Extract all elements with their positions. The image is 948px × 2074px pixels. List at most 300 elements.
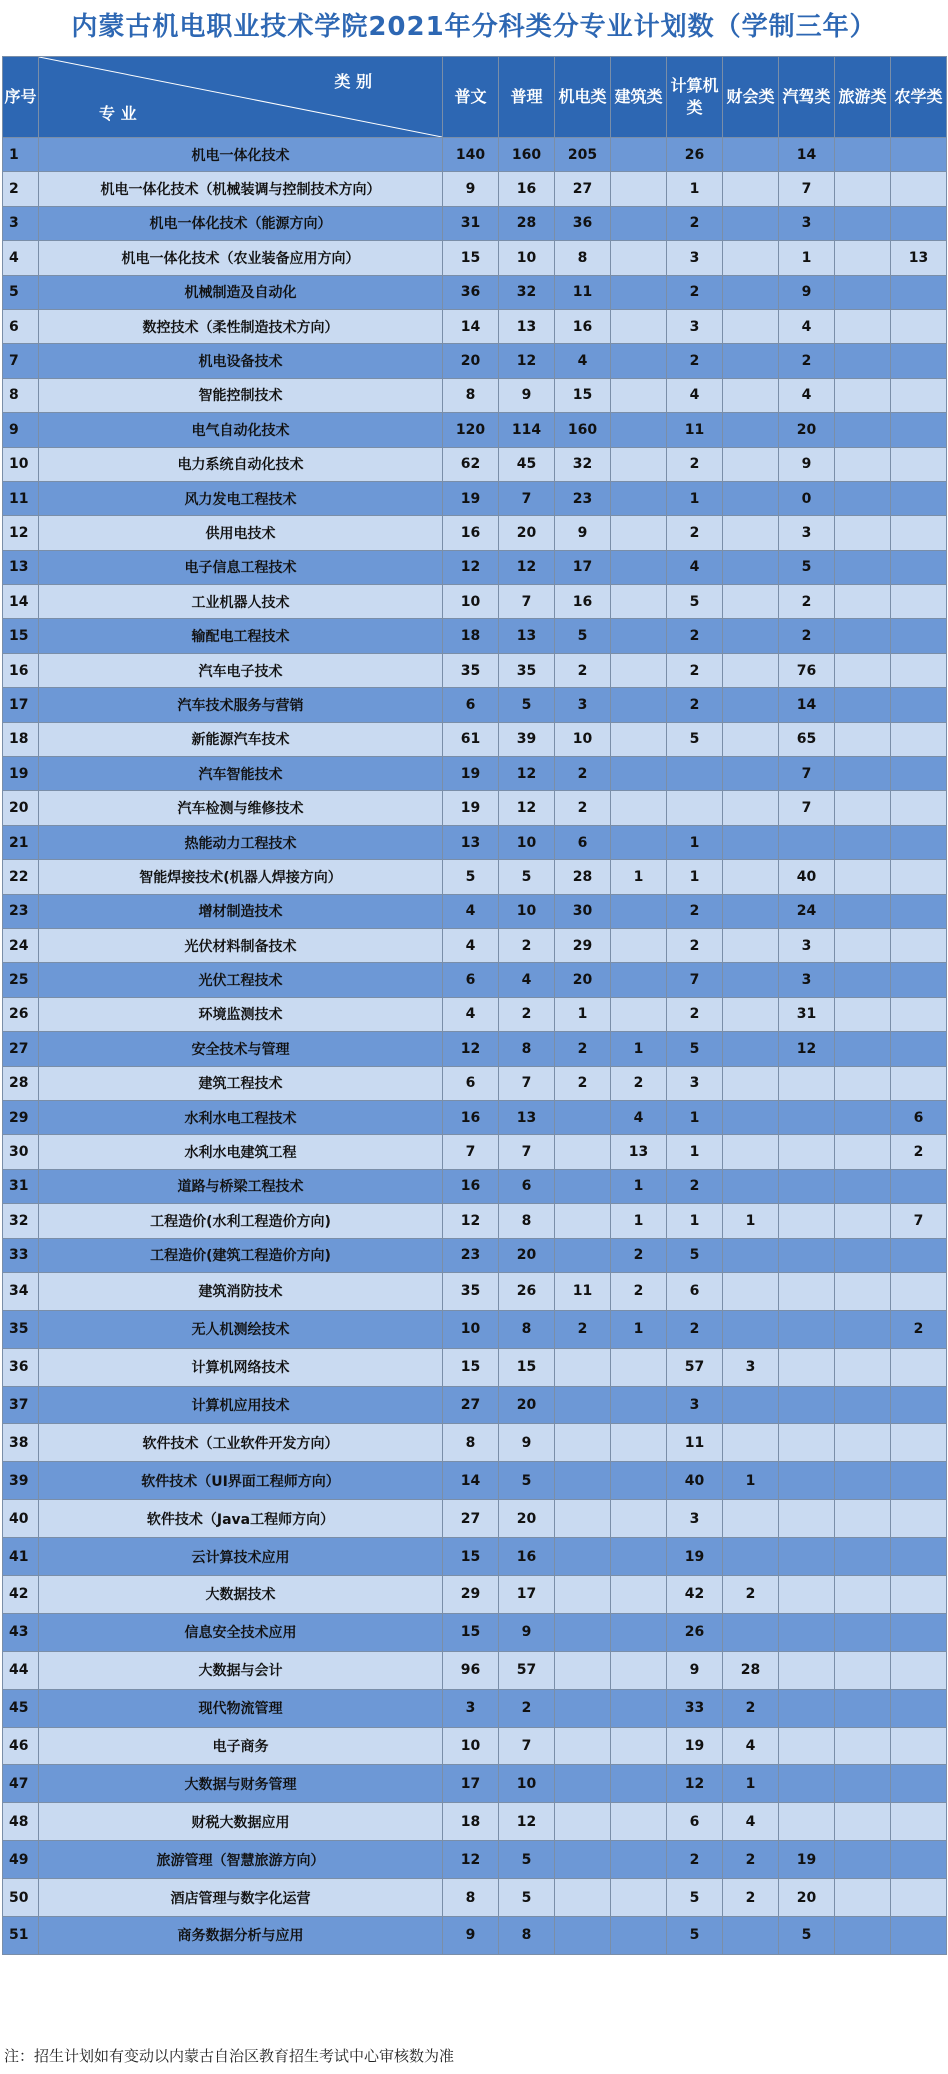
quota-cell <box>891 1272 947 1310</box>
row-index: 42 <box>3 1576 39 1614</box>
quota-cell <box>779 1204 835 1238</box>
major-name: 电气自动化技术 <box>39 413 443 447</box>
header-col-4: 计算机类 <box>667 57 723 138</box>
quota-cell: 16 <box>499 172 555 206</box>
row-index: 18 <box>3 722 39 756</box>
quota-cell: 9 <box>499 378 555 412</box>
quota-cell: 114 <box>499 413 555 447</box>
quota-cell: 11 <box>667 413 723 447</box>
quota-cell <box>555 1462 611 1500</box>
quota-cell: 9 <box>779 447 835 481</box>
quota-cell <box>779 1500 835 1538</box>
quota-cell <box>611 413 667 447</box>
quota-cell: 76 <box>779 653 835 687</box>
quota-cell: 2 <box>555 1310 611 1348</box>
major-name: 大数据与会计 <box>39 1651 443 1689</box>
quota-cell: 7 <box>499 1135 555 1169</box>
quota-cell <box>611 997 667 1031</box>
quota-cell <box>667 791 723 825</box>
major-name: 无人机测绘技术 <box>39 1310 443 1348</box>
major-name: 智能控制技术 <box>39 378 443 412</box>
quota-cell: 29 <box>555 928 611 962</box>
quota-cell: 10 <box>555 722 611 756</box>
quota-cell: 9 <box>555 516 611 550</box>
quota-cell: 16 <box>443 516 499 550</box>
quota-cell: 16 <box>443 1169 499 1203</box>
quota-cell: 1 <box>667 172 723 206</box>
quota-cell <box>555 1204 611 1238</box>
quota-cell <box>891 585 947 619</box>
quota-cell <box>555 1576 611 1614</box>
quota-cell <box>723 585 779 619</box>
quota-cell: 12 <box>667 1765 723 1803</box>
quota-cell: 8 <box>499 1032 555 1066</box>
quota-cell: 17 <box>443 1765 499 1803</box>
quota-cell <box>891 1500 947 1538</box>
row-index: 36 <box>3 1348 39 1386</box>
quota-cell <box>611 516 667 550</box>
table-row <box>3 1613 947 1651</box>
quota-cell: 4 <box>443 997 499 1031</box>
quota-cell <box>835 378 891 412</box>
quota-cell <box>835 1100 891 1134</box>
row-index: 23 <box>3 894 39 928</box>
quota-cell <box>555 1689 611 1727</box>
table-row <box>3 378 947 412</box>
quota-cell: 5 <box>499 1462 555 1500</box>
quota-cell <box>891 447 947 481</box>
quota-cell <box>611 688 667 722</box>
quota-cell <box>835 1386 891 1424</box>
quota-cell <box>723 1538 779 1576</box>
quota-cell: 19 <box>443 757 499 791</box>
diagonal-divider <box>39 57 442 137</box>
quota-cell <box>835 997 891 1031</box>
quota-cell: 11 <box>555 275 611 309</box>
quota-cell <box>779 1272 835 1310</box>
row-index: 20 <box>3 791 39 825</box>
quota-cell: 2 <box>667 1169 723 1203</box>
major-name: 机械制造及自动化 <box>39 275 443 309</box>
quota-cell: 3 <box>667 1066 723 1100</box>
quota-cell: 3 <box>555 688 611 722</box>
quota-cell <box>835 241 891 275</box>
quota-cell <box>611 1424 667 1462</box>
quota-cell <box>891 894 947 928</box>
table-row <box>3 1727 947 1765</box>
footnote: 注：招生计划如有变动以内蒙古自治区教育招生考试中心审核数为准 <box>4 2047 455 2065</box>
quota-cell <box>779 1613 835 1651</box>
quota-cell: 13 <box>611 1135 667 1169</box>
quota-cell: 3 <box>667 1386 723 1424</box>
table-row <box>3 791 947 825</box>
quota-cell <box>891 413 947 447</box>
quota-cell: 1 <box>723 1765 779 1803</box>
quota-cell <box>835 138 891 172</box>
quota-cell: 7 <box>779 791 835 825</box>
quota-cell: 15 <box>443 1538 499 1576</box>
quota-cell: 1 <box>611 1032 667 1066</box>
major-name: 工业机器人技术 <box>39 585 443 619</box>
quota-cell: 2 <box>667 894 723 928</box>
quota-cell: 5 <box>667 1879 723 1917</box>
quota-cell <box>667 757 723 791</box>
quota-cell <box>611 1462 667 1500</box>
quota-cell <box>779 1803 835 1841</box>
quota-cell <box>723 997 779 1031</box>
quota-cell <box>891 791 947 825</box>
table-row <box>3 1100 947 1134</box>
quota-cell <box>891 481 947 515</box>
quota-cell <box>723 963 779 997</box>
quota-cell <box>891 378 947 412</box>
quota-cell <box>611 1917 667 1955</box>
quota-cell <box>891 1841 947 1879</box>
quota-cell <box>891 1424 947 1462</box>
quota-cell: 7 <box>499 481 555 515</box>
quota-cell: 12 <box>779 1032 835 1066</box>
quota-cell: 1 <box>667 860 723 894</box>
quota-cell: 9 <box>443 172 499 206</box>
quota-cell: 20 <box>779 413 835 447</box>
quota-cell <box>611 1386 667 1424</box>
quota-cell <box>611 928 667 962</box>
major-name: 机电一体化技术（能源方向） <box>39 206 443 240</box>
quota-cell: 2 <box>667 447 723 481</box>
quota-cell: 120 <box>443 413 499 447</box>
quota-cell <box>835 585 891 619</box>
quota-cell: 7 <box>891 1204 947 1238</box>
quota-cell: 4 <box>723 1727 779 1765</box>
table-row <box>3 1238 947 1272</box>
table-row <box>3 1879 947 1917</box>
table-row <box>3 1576 947 1614</box>
quota-cell: 5 <box>667 722 723 756</box>
quota-cell: 1 <box>611 1204 667 1238</box>
quota-cell: 3 <box>779 206 835 240</box>
quota-cell: 205 <box>555 138 611 172</box>
quota-cell <box>779 1348 835 1386</box>
quota-cell: 32 <box>555 447 611 481</box>
quota-cell <box>723 860 779 894</box>
quota-cell: 2 <box>555 1066 611 1100</box>
quota-cell: 2 <box>555 757 611 791</box>
quota-cell: 16 <box>443 1100 499 1134</box>
quota-cell: 2 <box>667 344 723 378</box>
row-index: 40 <box>3 1500 39 1538</box>
quota-cell: 20 <box>499 516 555 550</box>
row-index: 46 <box>3 1727 39 1765</box>
major-name: 机电设备技术 <box>39 344 443 378</box>
quota-cell: 6 <box>499 1169 555 1203</box>
quota-cell <box>555 1238 611 1272</box>
quota-cell <box>835 1169 891 1203</box>
quota-cell: 15 <box>443 241 499 275</box>
quota-cell: 8 <box>499 1310 555 1348</box>
row-index: 34 <box>3 1272 39 1310</box>
quota-cell: 31 <box>443 206 499 240</box>
quota-cell <box>723 894 779 928</box>
quota-cell <box>555 1803 611 1841</box>
quota-cell: 36 <box>443 275 499 309</box>
quota-cell <box>611 309 667 343</box>
major-name: 机电一体化技术（农业装备应用方向） <box>39 241 443 275</box>
quota-cell <box>891 619 947 653</box>
row-index: 49 <box>3 1841 39 1879</box>
quota-cell: 1 <box>667 1100 723 1134</box>
quota-cell <box>611 1765 667 1803</box>
quota-cell <box>723 413 779 447</box>
quota-cell: 7 <box>443 1135 499 1169</box>
header-row <box>3 57 947 138</box>
major-name: 智能焊接技术(机器人焊接方向） <box>39 860 443 894</box>
quota-cell <box>555 1538 611 1576</box>
quota-cell: 2 <box>667 653 723 687</box>
quota-cell <box>611 138 667 172</box>
table-row <box>3 550 947 584</box>
quota-cell: 5 <box>667 1917 723 1955</box>
quota-cell: 2 <box>779 344 835 378</box>
quota-cell <box>891 1803 947 1841</box>
quota-cell <box>555 1613 611 1651</box>
major-name: 新能源汽车技术 <box>39 722 443 756</box>
quota-cell <box>835 928 891 962</box>
quota-cell: 40 <box>667 1462 723 1500</box>
quota-cell: 26 <box>667 138 723 172</box>
major-name: 环境监测技术 <box>39 997 443 1031</box>
quota-cell <box>779 1135 835 1169</box>
quota-cell <box>611 1803 667 1841</box>
quota-cell: 2 <box>499 997 555 1031</box>
quota-cell <box>611 619 667 653</box>
quota-cell <box>835 825 891 859</box>
quota-cell: 4 <box>667 378 723 412</box>
row-index: 6 <box>3 309 39 343</box>
quota-cell: 2 <box>611 1272 667 1310</box>
quota-cell <box>723 1272 779 1310</box>
quota-cell <box>891 1386 947 1424</box>
quota-cell: 10 <box>443 585 499 619</box>
quota-cell <box>723 1100 779 1134</box>
quota-cell <box>723 481 779 515</box>
table-row <box>3 1169 947 1203</box>
quota-cell: 20 <box>779 1879 835 1917</box>
quota-cell <box>891 1917 947 1955</box>
quota-cell: 2 <box>555 791 611 825</box>
major-name: 光伏材料制备技术 <box>39 928 443 962</box>
quota-cell: 28 <box>499 206 555 240</box>
quota-cell: 5 <box>443 860 499 894</box>
table-row <box>3 1689 947 1727</box>
row-index: 33 <box>3 1238 39 1272</box>
major-name: 工程造价(建筑工程造价方向) <box>39 1238 443 1272</box>
header-col-3: 建筑类 <box>611 57 667 138</box>
quota-cell <box>835 1803 891 1841</box>
table-row <box>3 1500 947 1538</box>
quota-cell <box>555 1135 611 1169</box>
quota-cell <box>891 1879 947 1917</box>
quota-cell <box>611 1841 667 1879</box>
quota-cell <box>723 309 779 343</box>
quota-cell: 20 <box>499 1238 555 1272</box>
quota-cell <box>611 653 667 687</box>
quota-cell: 2 <box>723 1689 779 1727</box>
row-index: 12 <box>3 516 39 550</box>
row-index: 47 <box>3 1765 39 1803</box>
quota-cell: 5 <box>779 550 835 584</box>
quota-cell <box>779 1238 835 1272</box>
quota-cell: 2 <box>723 1576 779 1614</box>
quota-cell <box>555 1651 611 1689</box>
quota-cell <box>611 1613 667 1651</box>
quota-cell: 8 <box>443 1424 499 1462</box>
quota-cell: 6 <box>891 1100 947 1134</box>
quota-cell: 7 <box>779 757 835 791</box>
major-name: 计算机应用技术 <box>39 1386 443 1424</box>
quota-cell: 14 <box>779 688 835 722</box>
major-name: 汽车检测与维修技术 <box>39 791 443 825</box>
quota-cell: 13 <box>891 241 947 275</box>
quota-cell: 12 <box>443 550 499 584</box>
quota-cell <box>835 722 891 756</box>
row-index: 38 <box>3 1424 39 1462</box>
quota-cell: 2 <box>499 928 555 962</box>
table-row <box>3 1032 947 1066</box>
table-row <box>3 447 947 481</box>
quota-cell: 33 <box>667 1689 723 1727</box>
quota-cell: 23 <box>555 481 611 515</box>
quota-cell: 5 <box>499 1879 555 1917</box>
quota-cell: 5 <box>499 860 555 894</box>
major-name: 风力发电工程技术 <box>39 481 443 515</box>
header-category-major <box>39 57 443 138</box>
table-row <box>3 585 947 619</box>
quota-cell: 31 <box>779 997 835 1031</box>
quota-cell <box>723 825 779 859</box>
table-row <box>3 653 947 687</box>
quota-cell: 3 <box>779 963 835 997</box>
quota-cell <box>723 653 779 687</box>
header-col-8: 农学类 <box>891 57 947 138</box>
quota-cell <box>779 1066 835 1100</box>
quota-cell: 1 <box>667 825 723 859</box>
quota-cell <box>891 928 947 962</box>
quota-cell: 6 <box>443 688 499 722</box>
quota-cell <box>611 378 667 412</box>
quota-cell <box>611 757 667 791</box>
quota-cell <box>835 1613 891 1651</box>
major-name: 机电一体化技术 <box>39 138 443 172</box>
row-index: 16 <box>3 653 39 687</box>
quota-cell: 0 <box>779 481 835 515</box>
major-name: 电子商务 <box>39 1727 443 1765</box>
header-col-6: 汽驾类 <box>779 57 835 138</box>
table-row <box>3 172 947 206</box>
quota-cell: 27 <box>443 1500 499 1538</box>
quota-cell <box>723 722 779 756</box>
quota-cell <box>723 378 779 412</box>
quota-cell: 1 <box>667 481 723 515</box>
table-row <box>3 928 947 962</box>
table-body <box>3 138 947 1955</box>
header-col-7: 旅游类 <box>835 57 891 138</box>
quota-cell <box>723 138 779 172</box>
quota-cell: 8 <box>555 241 611 275</box>
table-row <box>3 1204 947 1238</box>
quota-cell <box>835 1272 891 1310</box>
table-row <box>3 275 947 309</box>
major-name: 计算机网络技术 <box>39 1348 443 1386</box>
quota-cell: 29 <box>443 1576 499 1614</box>
quota-cell <box>611 963 667 997</box>
quota-cell <box>611 172 667 206</box>
quota-cell: 2 <box>667 688 723 722</box>
quota-cell: 7 <box>667 963 723 997</box>
quota-cell: 140 <box>443 138 499 172</box>
table-row <box>3 1348 947 1386</box>
quota-cell: 12 <box>499 550 555 584</box>
quota-cell: 5 <box>499 688 555 722</box>
quota-cell: 8 <box>499 1204 555 1238</box>
quota-cell: 2 <box>667 1841 723 1879</box>
row-index: 22 <box>3 860 39 894</box>
quota-cell <box>835 1462 891 1500</box>
quota-cell <box>891 1066 947 1100</box>
row-index: 11 <box>3 481 39 515</box>
quota-cell: 12 <box>443 1032 499 1066</box>
row-index: 8 <box>3 378 39 412</box>
quota-cell: 15 <box>443 1348 499 1386</box>
row-index: 28 <box>3 1066 39 1100</box>
quota-cell: 10 <box>443 1310 499 1348</box>
quota-cell <box>723 688 779 722</box>
table-row <box>3 688 947 722</box>
quota-cell <box>835 1348 891 1386</box>
quota-cell: 28 <box>555 860 611 894</box>
header-col-1: 普理 <box>499 57 555 138</box>
table-row <box>3 1651 947 1689</box>
major-name: 商务数据分析与应用 <box>39 1917 443 1955</box>
quota-cell: 12 <box>499 791 555 825</box>
quota-cell: 13 <box>443 825 499 859</box>
quota-cell: 36 <box>555 206 611 240</box>
row-index: 2 <box>3 172 39 206</box>
quota-cell: 18 <box>443 1803 499 1841</box>
quota-cell: 5 <box>555 619 611 653</box>
quota-cell <box>835 1204 891 1238</box>
row-index: 13 <box>3 550 39 584</box>
quota-cell <box>611 585 667 619</box>
major-name: 安全技术与管理 <box>39 1032 443 1066</box>
quota-cell <box>835 653 891 687</box>
quota-cell: 16 <box>499 1538 555 1576</box>
quota-cell <box>611 1689 667 1727</box>
quota-cell: 5 <box>499 1841 555 1879</box>
quota-cell: 160 <box>555 413 611 447</box>
major-name: 软件技术（UI界面工程师方向） <box>39 1462 443 1500</box>
quota-cell: 14 <box>443 309 499 343</box>
table-row <box>3 1841 947 1879</box>
table-row <box>3 1424 947 1462</box>
quota-cell <box>723 1032 779 1066</box>
major-name: 工程造价(水利工程造价方向) <box>39 1204 443 1238</box>
major-name: 大数据技术 <box>39 1576 443 1614</box>
quota-cell: 11 <box>555 1272 611 1310</box>
quota-cell <box>723 1386 779 1424</box>
quota-cell: 12 <box>443 1204 499 1238</box>
quota-cell: 19 <box>667 1727 723 1765</box>
major-name: 水利水电建筑工程 <box>39 1135 443 1169</box>
